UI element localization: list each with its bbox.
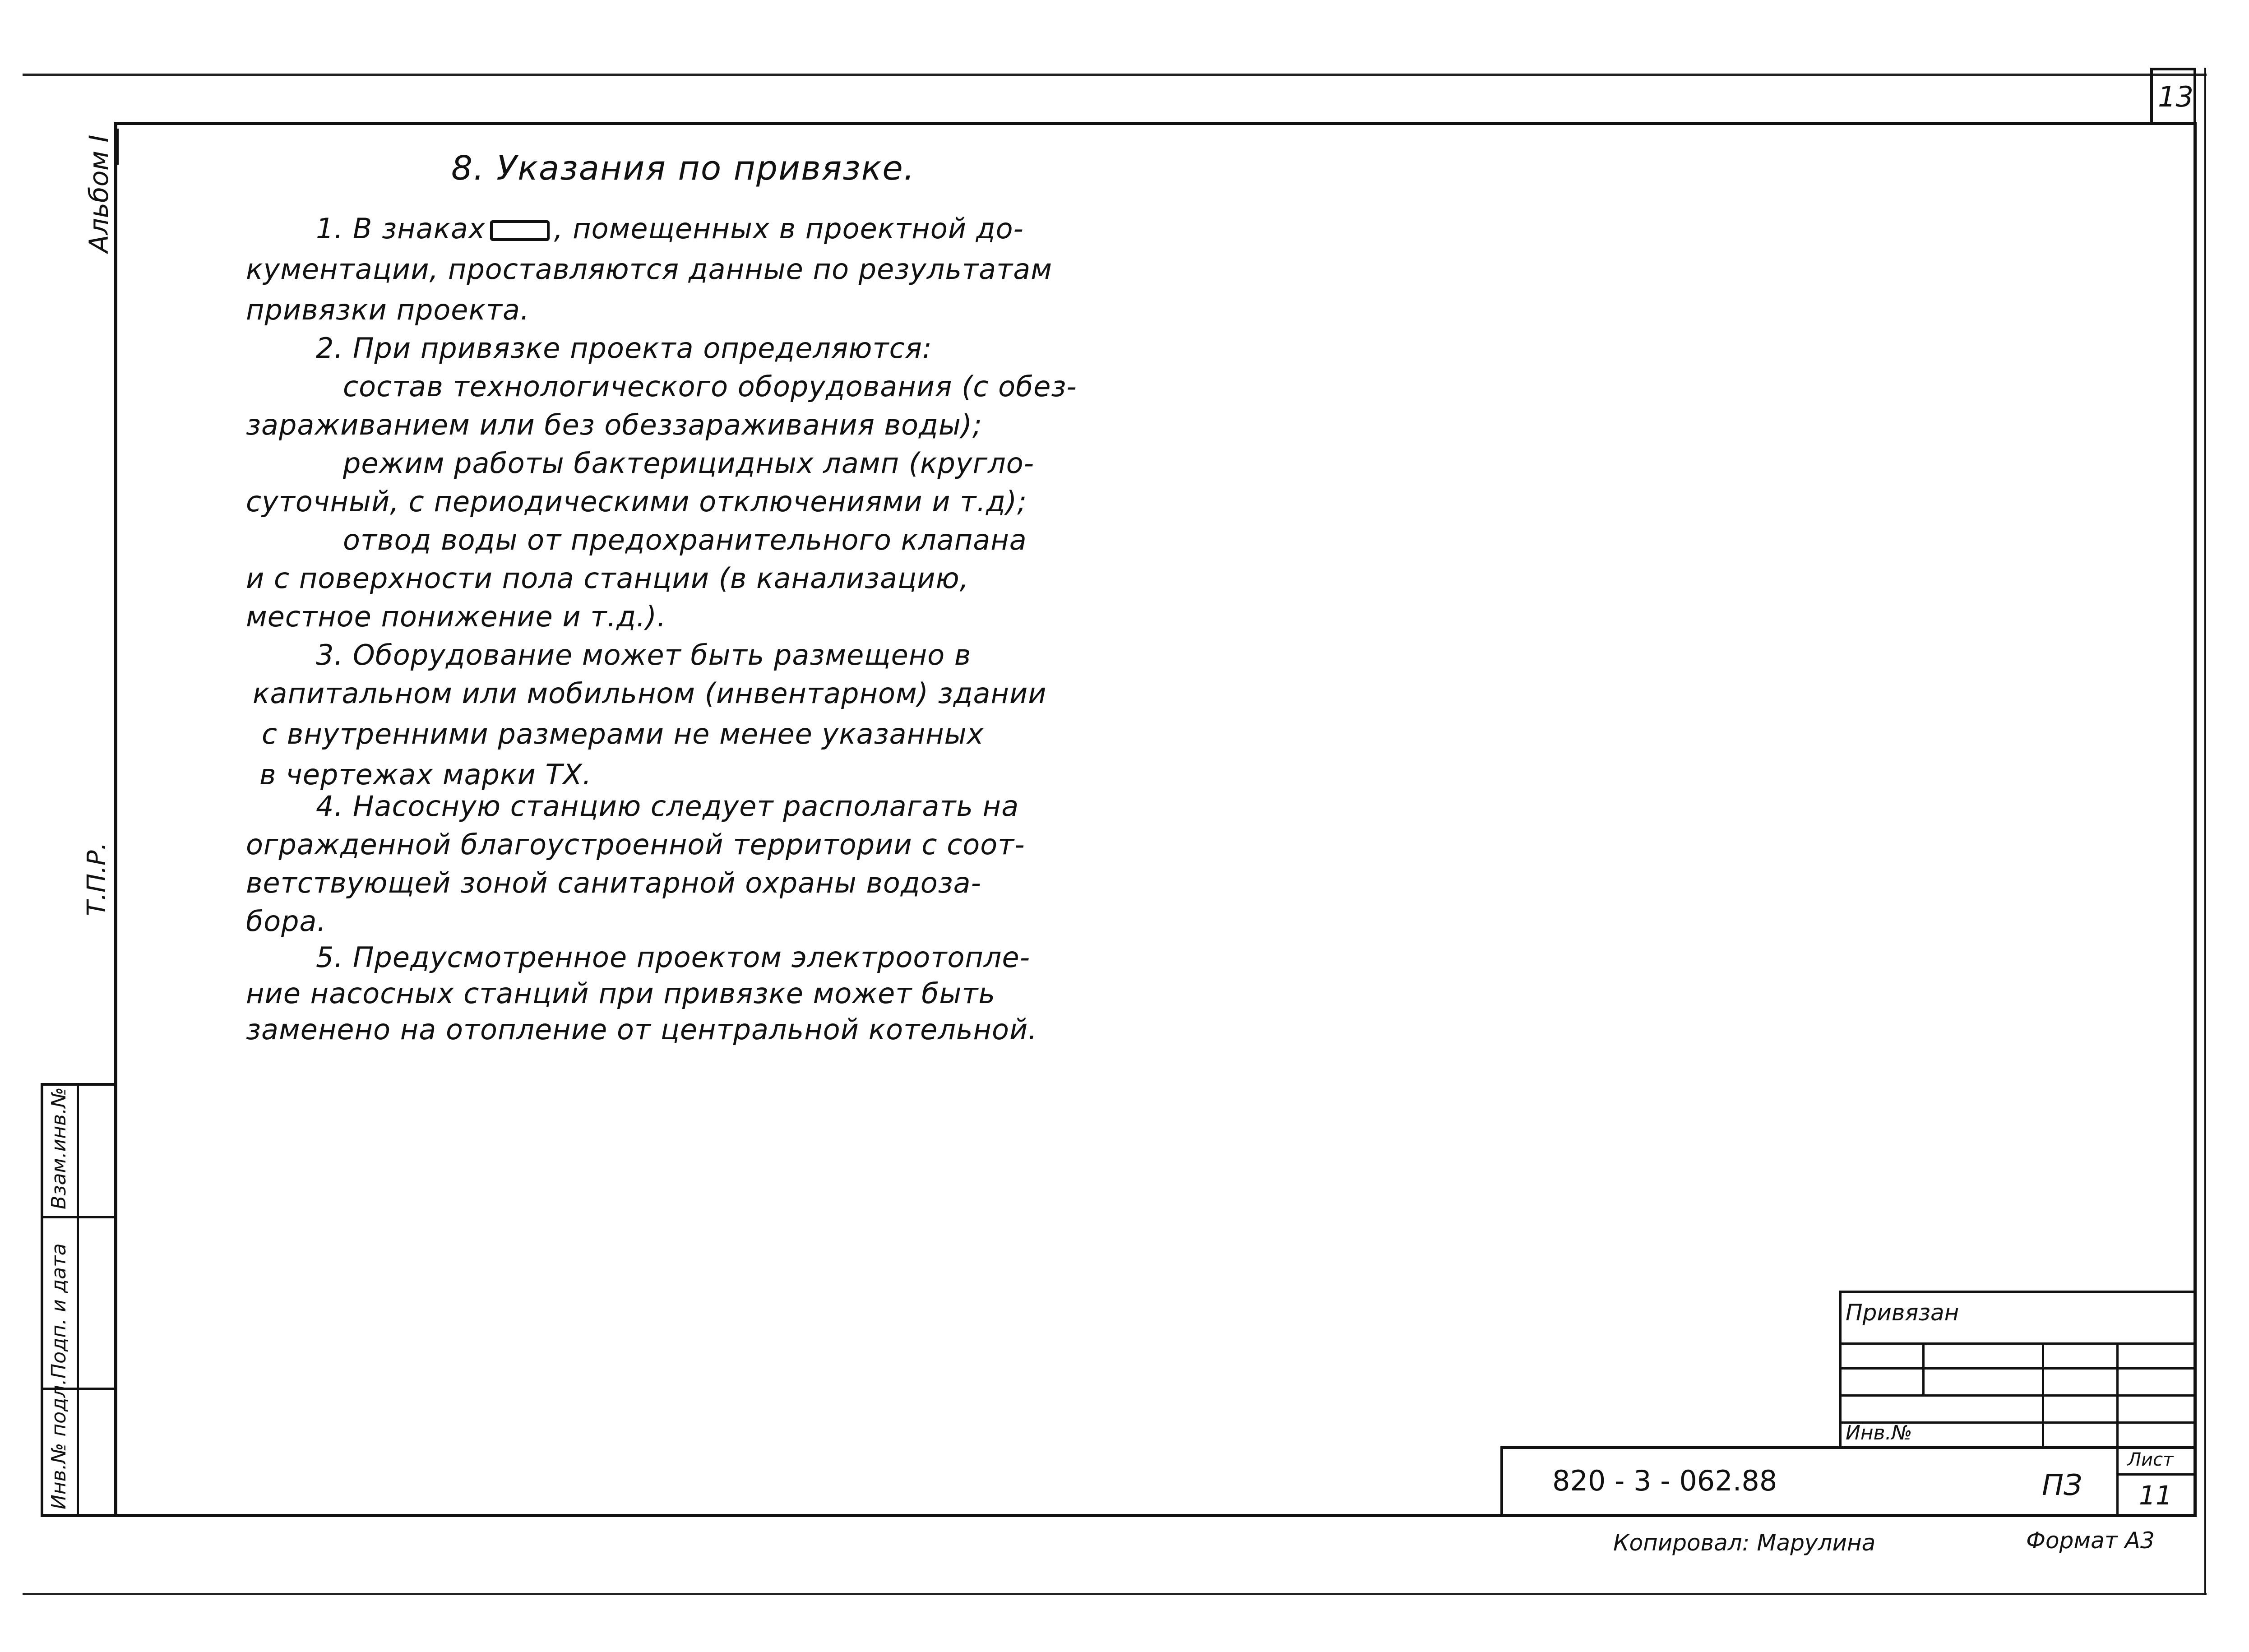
- tb-list-divider: [2116, 1473, 2195, 1476]
- tb-lower-top: [1500, 1446, 2195, 1449]
- body-line-17: огражденной благоустроенной территории с соот-: [246, 828, 1025, 861]
- copied-by: Копировал: Марулина: [1613, 1530, 1876, 1556]
- body-line-2: кументации, проставляются данные по результатам: [246, 253, 1053, 286]
- tb-col3: [2116, 1342, 2119, 1516]
- list-number: 11: [2139, 1480, 2172, 1511]
- blank-sign-box: [490, 220, 550, 241]
- stamp-box-left: [41, 1083, 43, 1517]
- tb-row2: [1839, 1367, 2195, 1370]
- body-line-5: состав технологического оборудования (с обез-: [343, 370, 1077, 403]
- stamp-podp-data: Подп. и дата: [47, 1243, 70, 1379]
- tb-col1: [1922, 1342, 1925, 1397]
- body-line-12: 3. Оборудование может быть размещено в: [316, 639, 972, 671]
- body-line-11: местное понижение и т.д.).: [246, 600, 666, 633]
- top-trim-line: [23, 74, 2207, 76]
- body-line-6: зараживанием или без обеззараживания воды);: [246, 408, 982, 441]
- body-line-22: заменено на отопление от центральной котельной.: [246, 1013, 1037, 1046]
- body-line-10: и с поверхности пола станции (в канализацию,: [246, 562, 969, 595]
- section-code: ПЗ: [2042, 1469, 2082, 1502]
- stamp-box-div1: [41, 1216, 114, 1218]
- tb-row1: [1839, 1342, 2195, 1345]
- tb-lower-left: [1500, 1446, 1503, 1517]
- privyazan-label: Привязан: [1846, 1300, 1959, 1326]
- sheet-number-top: 13: [2158, 80, 2193, 113]
- stamp-box-mid: [77, 1083, 79, 1517]
- album-underline: [116, 129, 119, 165]
- body-line-9: отвод воды от предохранительного клапана: [343, 523, 1027, 556]
- body-line-16: 4. Насосную станцию следует располагать на: [316, 790, 1019, 823]
- sign-prefix: 1. В знаках: [316, 212, 486, 245]
- body-line-21: ние насосных станций при привязке может быть: [246, 977, 995, 1010]
- body-line-4: 2. При привязке проекта определяются:: [316, 332, 932, 365]
- section-heading: 8. Указания по привязке.: [451, 149, 916, 188]
- document-code: 820 - 3 - 062.88: [1552, 1464, 1777, 1497]
- frame-bottom: [41, 1514, 2197, 1517]
- tpr-label: Т.П.Р.: [82, 842, 111, 916]
- album-label: Альбом I: [83, 134, 114, 253]
- body-line-14: с внутренними размерами не менее указанных: [262, 717, 984, 750]
- body-line-1-text: , помещенных в проектной до-: [554, 212, 1024, 245]
- body-line-13: капитальном или мобильном (инвентарном) здании: [253, 677, 1047, 710]
- bottom-trim-line: [23, 1593, 2207, 1595]
- body-line-19: бора.: [246, 905, 327, 938]
- body-line-3: привязки проекта.: [246, 293, 530, 326]
- tb-col2: [2042, 1342, 2044, 1448]
- tb-row3: [1839, 1394, 2195, 1397]
- frame-left: [114, 122, 117, 1517]
- stamp-vzam-inv: Взам.инв.№: [47, 1087, 70, 1209]
- body-line-8: суточный, с периодическими отключениями и т.д);: [246, 485, 1027, 518]
- tb-upper-top: [1839, 1291, 2195, 1293]
- body-line-20: 5. Предусмотренное проектом электроотопле-: [316, 941, 1031, 974]
- frame-top: [114, 122, 2197, 125]
- tb-upper-left: [1839, 1291, 1842, 1448]
- body-line-15: в чертежах марки ТХ.: [259, 758, 592, 791]
- body-line-1: [316, 212, 1024, 245]
- paper-format: Формат А3: [2026, 1527, 2155, 1554]
- page-number-box-right: [2193, 68, 2196, 125]
- page-number-box-left: [2150, 68, 2153, 125]
- stamp-inv-podl: Инв.№ подл.: [47, 1379, 70, 1509]
- inv-no-label: Инв.№: [1846, 1421, 1912, 1444]
- frame-right: [2193, 122, 2197, 1517]
- outer-right-edge: [2204, 68, 2206, 1595]
- page-number-box-top: [2150, 68, 2196, 70]
- list-label: Лист: [2128, 1449, 2174, 1470]
- body-line-7: режим работы бактерицидных ламп (кругло-: [343, 447, 1035, 480]
- body-line-18: ветствующей зоной санитарной охраны водоза-: [246, 866, 981, 899]
